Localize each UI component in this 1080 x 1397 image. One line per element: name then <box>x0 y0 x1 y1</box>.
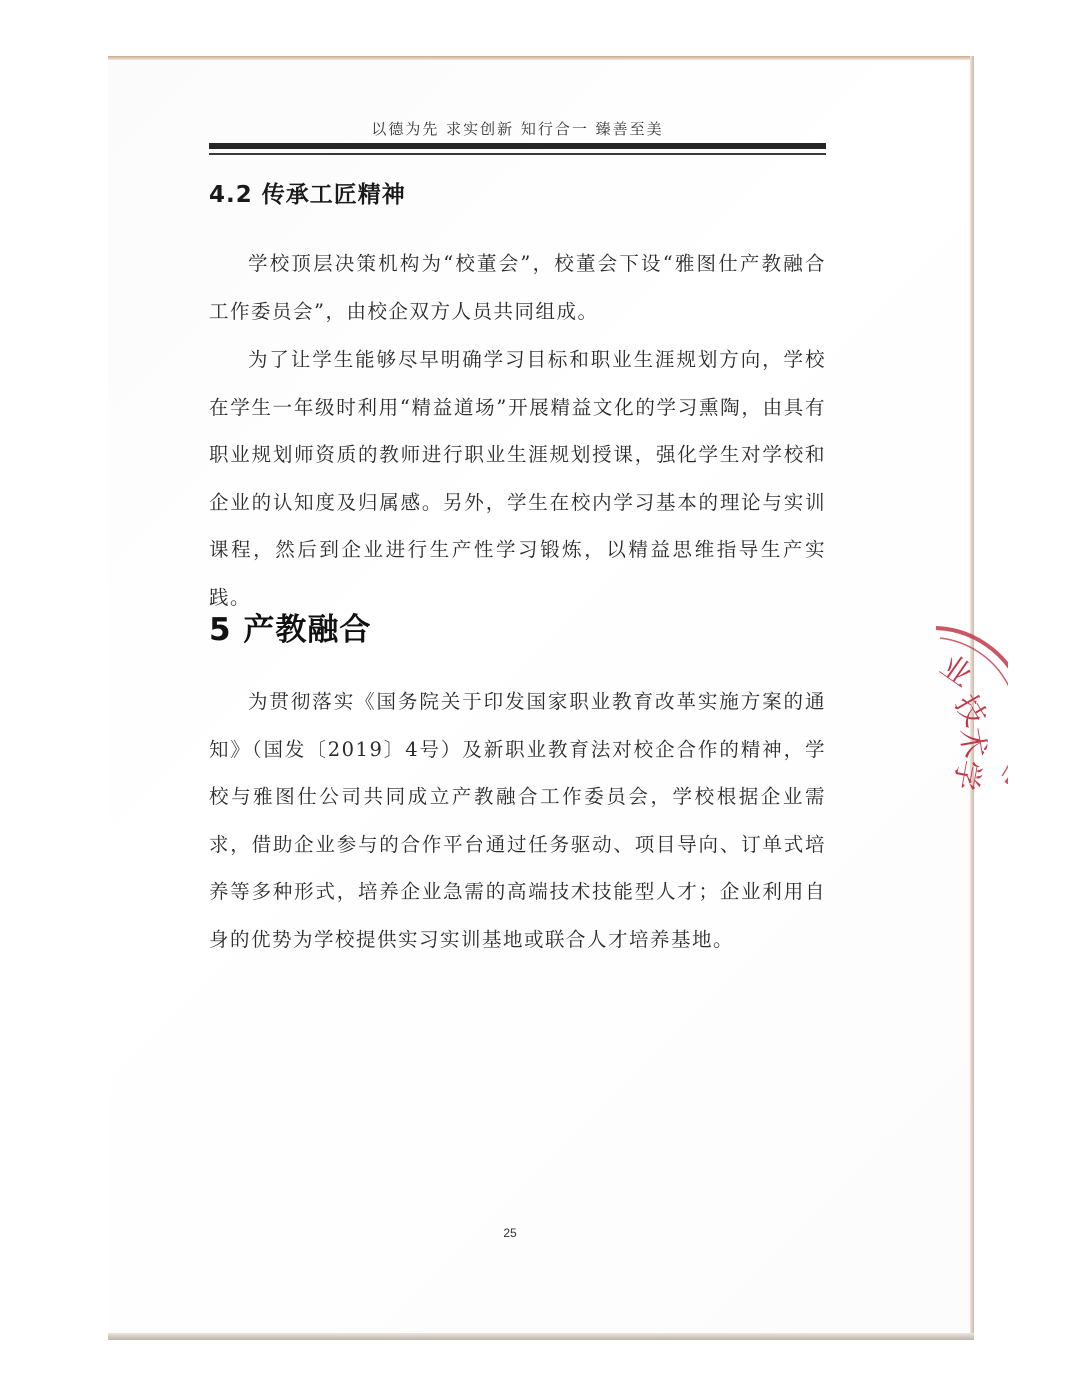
section-4-2-paragraph-1: 学校顶层决策机构为“校董会”，校董会下设“雅图仕产教融合工作委员会”，由校企双方人员共同组成。 <box>209 252 826 323</box>
seal-char-1: 业 <box>933 648 979 695</box>
page-edge-bottom <box>108 1333 974 1340</box>
section-5-paragraph-1: 为贯彻落实《国务院关于印发国家职业教育改革实施方案的通知》（国发〔2019〕4号）及新职业教育法对校企合作的精神，学校与雅图仕公司共同成立产教融合工作委员会，学校根据企业需求，借助企业参与的合作平台通过任务驱动、项目导向、订单式培养等多种形式，培养企业急需的高端技术技能型人才；企业利用自身的优势为学校提供实习实训基地或联合人才培养基地。 <box>209 690 826 951</box>
header-rule-thin <box>209 153 826 155</box>
page-number: 25 <box>503 1226 517 1240</box>
seal-char-2: 技 <box>947 688 993 733</box>
seal-graphic <box>928 608 1008 798</box>
seal-char-3: 术 <box>952 725 993 761</box>
header-rule-thick <box>209 143 826 149</box>
official-seal-stamp <box>928 608 1008 798</box>
header-motto: 以德为先 求实创新 知行合一 臻善至美 <box>371 120 664 138</box>
seal-char-4: 学 <box>946 757 987 793</box>
section-4-2-paragraph-2: 为了让学生能够尽早明确学习目标和职业生涯规划方向，学校在学生一年级时利用“精益道场”开展精益文化的学习熏陶，由具有职业规划师资质的教师进行职业生涯规划授课，强化学生对学校和企业的认知度及归属感。另外，学生在校内学习基本的理论与实训课程，然后到企业进行生产性学习锻炼，以精益思维指导生产实践。 <box>209 348 826 609</box>
section-5-heading: 5 产教融合 <box>209 612 372 648</box>
section-4-2-heading: 4.2 传承工匠精神 <box>209 182 406 208</box>
